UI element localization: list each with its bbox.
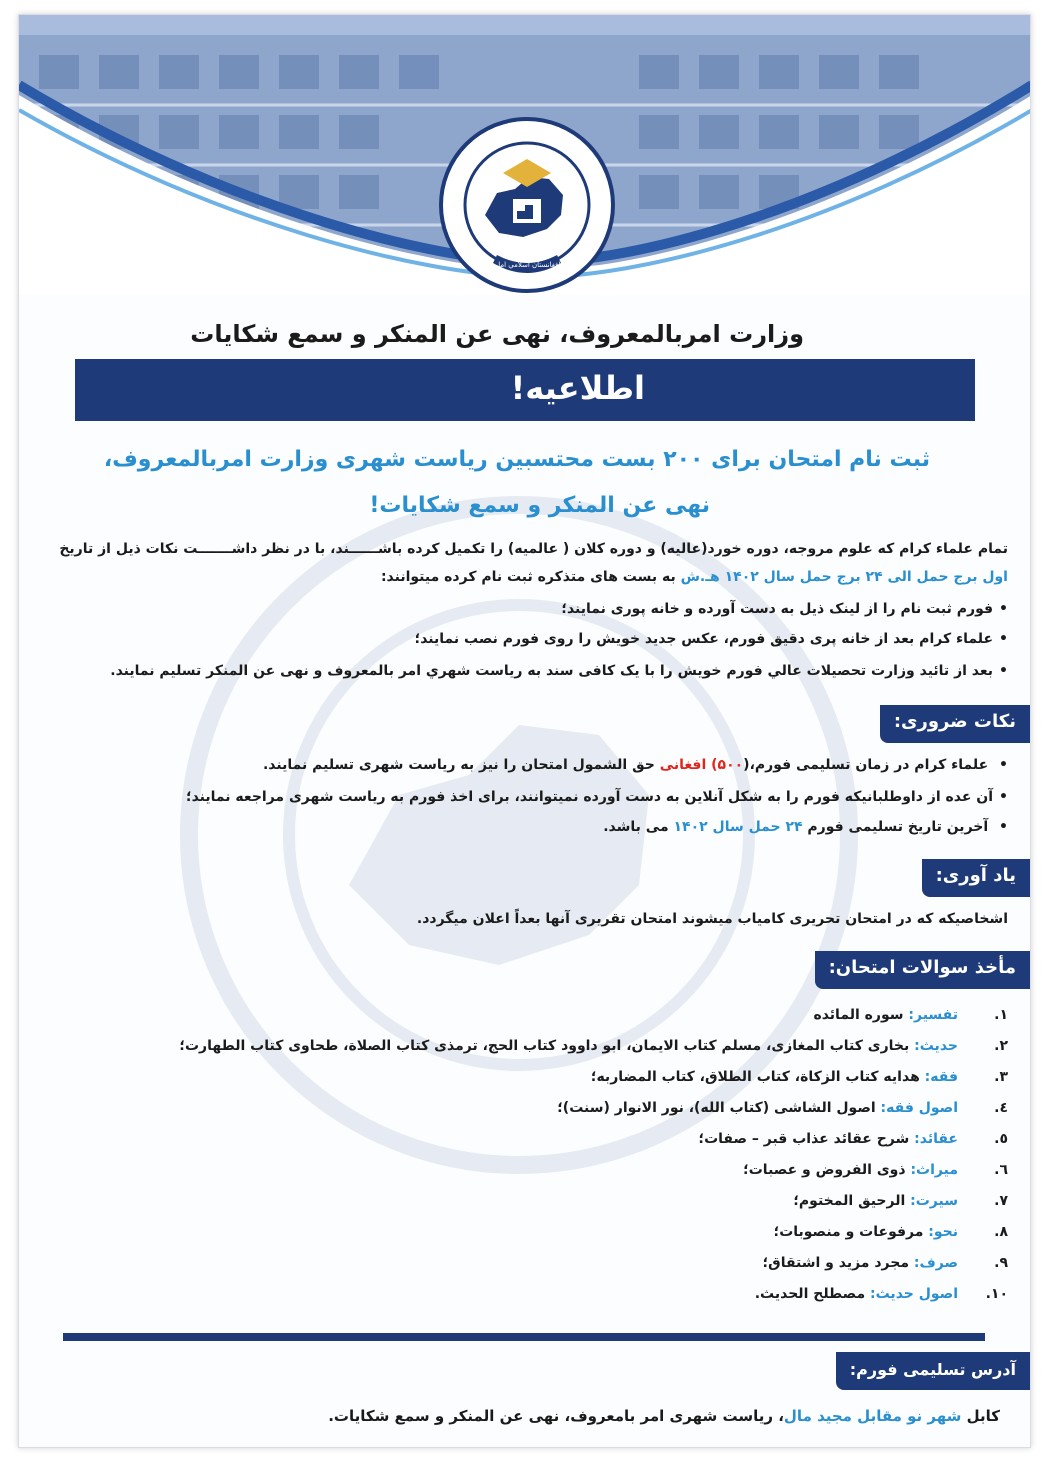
exam-sources-heading: مأخذ سوالات امتحان: xyxy=(815,951,1030,989)
item-number: ١٠. xyxy=(985,1286,1008,1302)
subject-label: میراث: xyxy=(910,1162,958,1178)
subject-label: تفسیر: xyxy=(908,1007,958,1023)
important-item: • علماء کرام در زمان تسلیمی فورم،(۵۰۰) افغانی حق الشمول امتحان را نیز به ریاست شهری تسلیم نمایند. xyxy=(263,757,1008,773)
intro-line-1: تمام علماء کرام که علوم مروجه، دوره خورد(عالیه) و دوره کلان ( عالمیه) را تکمیل کرده باشــــــند، با در نظر داشـــــــت نکات ذیل از تاریخ xyxy=(59,541,1008,557)
address-location: شهر نو مقابل مجید مال xyxy=(783,1407,962,1425)
item-number: ۳. xyxy=(994,1069,1008,1085)
item-number: ٤. xyxy=(994,1100,1008,1116)
item-number: ٧. xyxy=(994,1193,1008,1209)
subject-books: مرفوعات و منصوبات؛ xyxy=(773,1224,929,1240)
address-heading: آدرس تسلیمی فورم: xyxy=(836,1352,1030,1390)
fee-amount: ۵۰۰) افغانی xyxy=(659,757,744,773)
intro-line-2: اول برج حمل الی ۲۴ برج حمل سال ۱۴۰۲ هـ.ش به بست های متذکره ثبت نام کرده میتوانند: xyxy=(380,569,1008,585)
exam-source-item xyxy=(557,1100,1008,1116)
submission-address: کابل شهر نو مقابل مجید مال، ریاست شهری امر بامعروف، نهی عن المنکر و سمع شکایات. xyxy=(328,1407,1000,1425)
step-item: • بعد از تائید وزارت تحصیلات عالي فورم خویش را با یک کافی سند به ریاست شهري امر بالمعروف و نهی عن المنکر تسلیم نمایند. xyxy=(110,663,1008,679)
exam-source-item xyxy=(698,1131,1008,1147)
subject-books: شرح عقائد عذاب قبر – صفات؛ xyxy=(698,1131,915,1147)
ministry-seal-icon xyxy=(437,115,617,295)
exam-source-item xyxy=(793,1193,1008,1209)
subject-books: الرحیق المختوم؛ xyxy=(793,1193,911,1209)
subject-label: سیرت: xyxy=(910,1193,958,1209)
svg-text:د افغانستان اسلامي امارت: د افغانستان اسلامي امارت xyxy=(488,261,566,269)
step-item: • فورم ثبت نام را از لینک ذیل به دست آورده و خانه پوری نمایند؛ xyxy=(561,601,1008,617)
subject-label: صرف: xyxy=(913,1255,958,1271)
exam-source-item xyxy=(743,1162,1008,1178)
exam-source-item xyxy=(179,1038,1008,1054)
exam-source-item xyxy=(813,1007,1008,1023)
item-number: ٨. xyxy=(994,1224,1008,1240)
subject-books: مجرد مزید و اشتقاق؛ xyxy=(762,1255,914,1271)
item-number: ٦. xyxy=(994,1162,1008,1178)
notice-banner xyxy=(75,359,975,421)
subject-label: حدیث: xyxy=(914,1038,958,1054)
headline-line-1: ثبت نام امتحان برای ۲۰۰ بست محتسبین ریاست شهری وزارت امربالمعروف، xyxy=(103,447,930,472)
item-number: ۲. xyxy=(994,1038,1008,1054)
ministry-title: وزارت امربالمعروف، نهی عن المنکر و سمع شکایات xyxy=(190,320,804,348)
deadline-date: ۲۴ حمل سال ۱۴۰۲ xyxy=(673,819,803,835)
reminder-text: اشخاصیکه که در امتحان تحریری کامیاب میشوند امتحان تقریری آنها بعداً اعلان میگردد. xyxy=(416,911,1008,927)
important-item: • آخرین تاریخ تسلیمی فورم ۲۴ حمل سال ۱۴۰۲ می باشد. xyxy=(603,819,1008,835)
exam-source-item xyxy=(774,1224,1008,1240)
subject-label: اصول فقه: xyxy=(880,1100,958,1116)
exam-source-item xyxy=(763,1255,1008,1271)
subject-label: عقائد: xyxy=(914,1131,958,1147)
item-number: ٥. xyxy=(994,1131,1008,1147)
subject-books: اصول الشاشی (کتاب الله)، نور الانوار (سنت)؛ xyxy=(557,1100,881,1116)
exam-source-item xyxy=(591,1069,1008,1085)
step-item: • علماء کرام بعد از خانه پری دقیق فورم، عکس جدید خویش را روی فورم نصب نمایند؛ xyxy=(415,631,1008,647)
divider xyxy=(63,1333,985,1341)
subject-books: بخاری کتاب المغازی، مسلم کتاب الایمان، ابو داوود کتاب الحج، ترمذی کتاب الصلاة، طحاوی کتاب الطهارت؛ xyxy=(179,1038,915,1054)
subject-books: هدایه کتاب الزکاة، کتاب الطلاق، کتاب المضاربه؛ xyxy=(590,1069,925,1085)
subject-label: نحو: xyxy=(928,1224,958,1240)
notice-label: اطلاعیه! xyxy=(510,369,645,407)
exam-source-item xyxy=(755,1286,1008,1302)
subject-books: سوره المائده xyxy=(813,1007,909,1023)
subject-label: فقه: xyxy=(924,1069,958,1085)
subject-books: ذوی الفروض و عصبات؛ xyxy=(743,1162,911,1178)
subject-label: اصول حدیث: xyxy=(870,1286,958,1302)
item-number: ٩. xyxy=(994,1255,1008,1271)
notice-document xyxy=(18,14,1031,1448)
headline-line-2: نهی عن المنکر و سمع شکایات! xyxy=(369,493,710,518)
registration-period: اول برج حمل الی ۲۴ برج حمل سال ۱۴۰۲ هـ.ش xyxy=(680,569,1008,585)
item-number: ۱. xyxy=(994,1007,1008,1023)
reminder-heading: یاد آوری: xyxy=(922,859,1030,897)
important-item: • آن عده از داوطلبانیکه فورم را به شکل آنلاین به دست آورده نمیتوانند، برای اخذ فورم به ریاست شهری مراجعه نمایند؛ xyxy=(186,789,1008,805)
subject-books: مصطلح الحدیث. xyxy=(754,1286,871,1302)
important-notes-heading: نکات ضروری: xyxy=(880,705,1030,743)
